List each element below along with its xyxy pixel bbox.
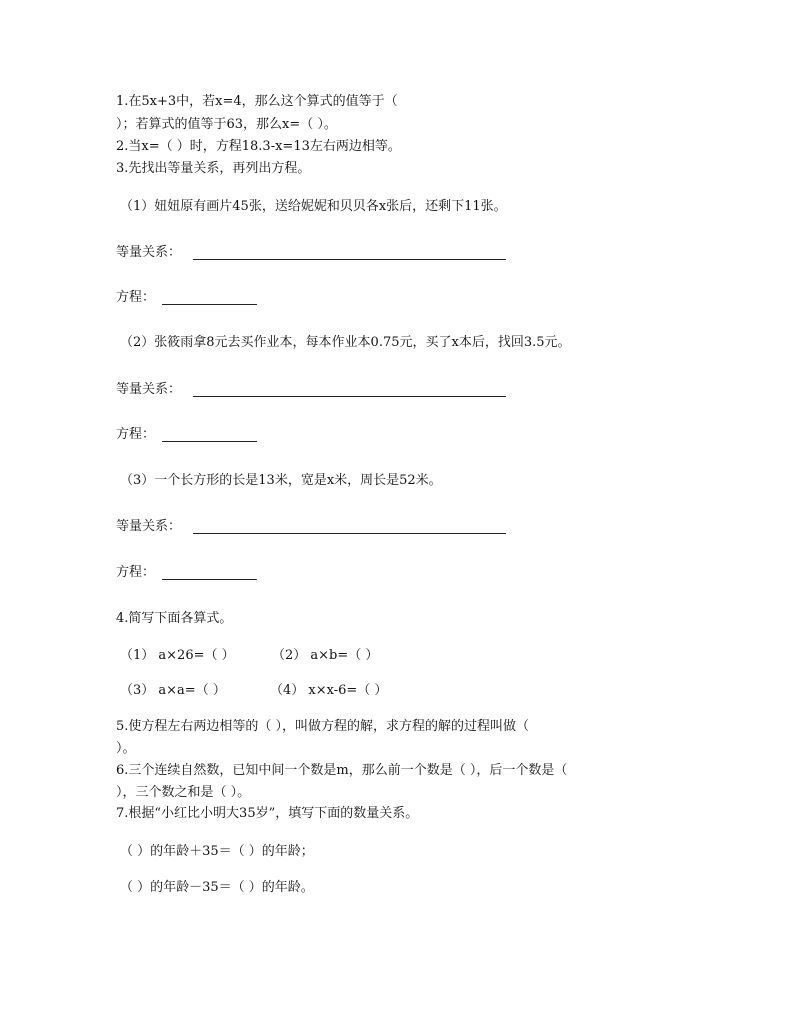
q4-heading: 4.简写下面各算式。 <box>116 611 233 626</box>
q3-part2-relation-blank[interactable] <box>193 396 506 397</box>
q3-part3-equation-blank[interactable] <box>162 579 257 580</box>
q6-line1: 6.三个连续自然数，已知中间一个数是m，那么前一个数是（ ），后一个数是（ <box>116 763 568 778</box>
q3-part2-relation-label: 等量关系： <box>116 382 182 397</box>
q3-part1-text: （1）妞妞原有画片45张，送给妮妮和贝贝各x张后，还剩下11张。 <box>120 199 507 214</box>
q4-item-1: （1） a×26=（ ） <box>120 648 235 663</box>
q3-part1-equation-blank[interactable] <box>162 304 257 305</box>
q3-part3-equation-label: 方程： <box>116 565 156 580</box>
q7-line2: （ ）的年龄＋35＝（ ）的年龄； <box>120 844 314 859</box>
q5-line2: ）。 <box>116 741 136 756</box>
q4-item-3: （3） a×a=（ ） <box>120 683 226 698</box>
q3-part1-relation-label: 等量关系： <box>116 245 182 260</box>
q5-line1: 5.使方程左右两边相等的（ ），叫做方程的解，求方程的解的过程叫做（ <box>116 719 530 734</box>
q4-item-4: （4） x×x-6=（ ） <box>270 683 388 698</box>
q1-line1: 1.在5x+3中，若x=4，那么这个算式的值等于（ <box>116 94 398 109</box>
q3-heading: 3.先找出等量关系，再列出方程。 <box>116 161 311 176</box>
q7-line3: （ ）的年龄－35＝（ ）的年龄。 <box>120 880 314 895</box>
q3-part3-relation-blank[interactable] <box>193 533 506 534</box>
q3-part2-text: （2）张筱雨拿8元去买作业本，每本作业本0.75元，买了x本后，找回3.5元。 <box>120 335 571 350</box>
q6-line2: ），三个数之和是（ ）。 <box>116 785 251 800</box>
q3-part1-relation-blank[interactable] <box>193 259 506 260</box>
q3-part3-text: （3）一个长方形的长是13米，宽是x米，周长是52米。 <box>120 473 442 488</box>
q2-line1: 2.当x=（ ）时，方程18.3-x=13左右两边相等。 <box>116 139 401 154</box>
q7-line1: 7.根据“小红比小明大35岁”，填写下面的数量关系。 <box>116 806 419 821</box>
q3-part1-equation-label: 方程： <box>116 290 156 305</box>
q3-part2-equation-blank[interactable] <box>162 441 257 442</box>
q3-part2-equation-label: 方程： <box>116 427 156 442</box>
q4-item-2: （2） a×b=（ ） <box>272 648 379 663</box>
q3-part3-relation-label: 等量关系： <box>116 519 182 534</box>
q1-line2: ）；若算式的值等于63，那么x=（ ）。 <box>116 117 337 132</box>
